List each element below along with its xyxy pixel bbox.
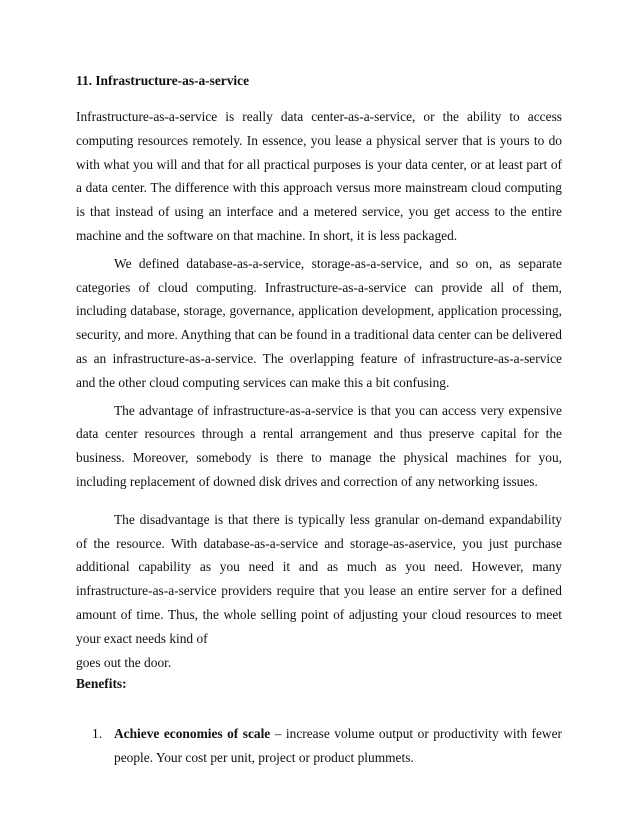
- list-item-number: 1.: [92, 726, 103, 742]
- trailing-line: goes out the door.: [76, 654, 172, 670]
- list-item-text: – increase volume output or productivity with fewer people. Your cost per unit, project or product plummets.: [114, 726, 562, 766]
- list-item: [76, 722, 562, 770]
- section-heading: 11. Infrastructure-as-a-service: [76, 73, 250, 88]
- spacer: [76, 494, 562, 508]
- benefits-list: [76, 722, 562, 770]
- paragraph-advantage: The advantage of infrastructure-as-a-service is that you can access very expensive data center resources through a rental arrangement and thus preserve capital for the business. Moreover, somebody is there to manage the physical machines for you, including replacement of downed disk drives and correction of any networking issues.: [76, 402, 562, 489]
- paragraph-categories: We defined database-as-a-service, storage-as-a-service, and so on, as separate categories of cloud computing. Infrastructure-as-a-service can provide all of them, including database, storage, governance, application development, application processing, security, and more. Anything that can be found in a traditional data center can be delivered as an infrastructure-as-a-service. The overlapping feature of infrastructure-as-a-service and the other cloud computing services can make this a bit confusing.: [76, 255, 562, 390]
- paragraph-definition: Infrastructure-as-a-service is really data center-as-a-service, or the ability to access computing resources remotely. In essence, you lease a physical server that is yours to do with what you will and that for all practical purposes is your data center, or at least part of a data center. The difference with this approach versus more mainstream cloud computing is that instead of using an interface and a metered service, you get access to the entire machine and the software on that machine. In short, it is less packaged.: [76, 109, 562, 243]
- paragraph-disadvantage: The disadvantage is that there is typically less granular on-demand expandability of the resource. With database-as-a-service and storage-as-aservice, you just purchase additional capability as you need it and as much as you need. However, many infrastructure-as-a-service providers require that you lease an entire server for a defined amount of time. Thus, the whole selling point of adjusting your cloud resources to meet your exact needs kind of: [76, 511, 562, 646]
- benefits-title: Benefits:: [76, 676, 127, 692]
- list-item-label: Achieve economies of scale: [114, 726, 271, 742]
